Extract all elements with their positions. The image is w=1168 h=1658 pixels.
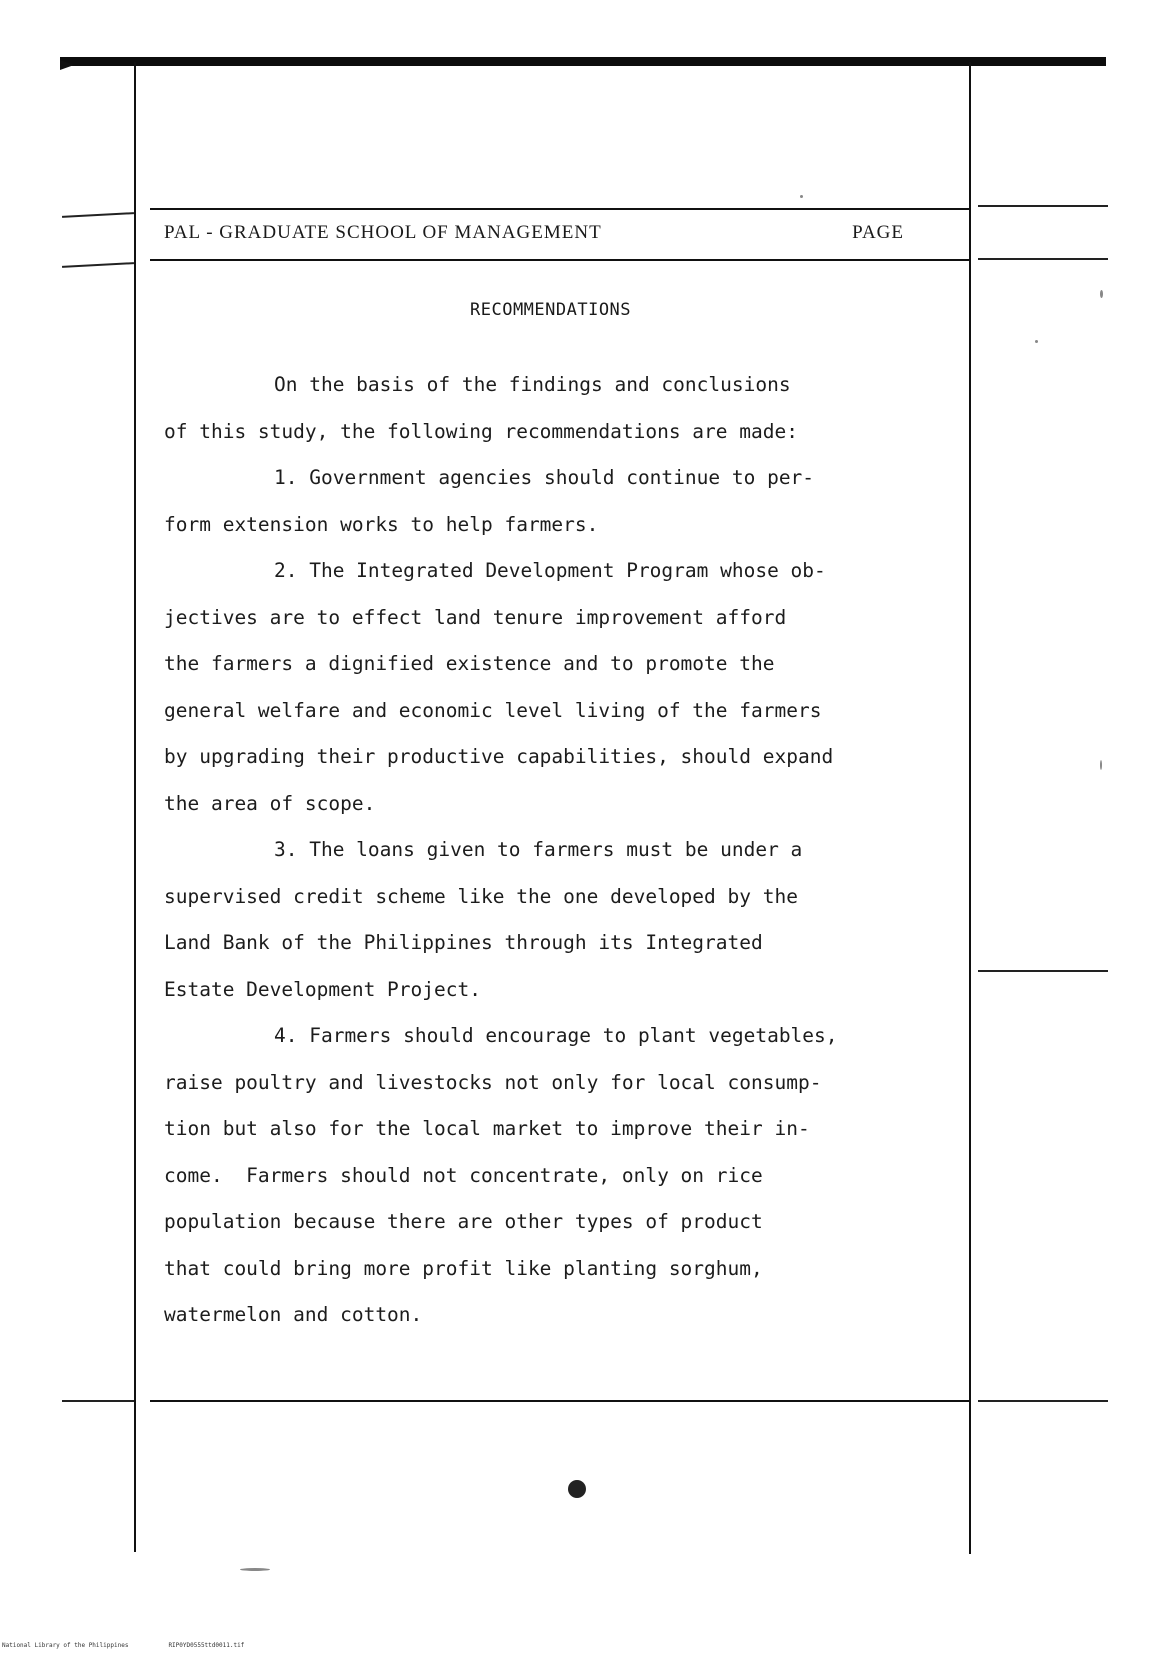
body-line: Estate Development Project. [164, 977, 481, 1001]
body-line: raise poultry and livestocks not only for local consump- [164, 1070, 822, 1094]
body-line: watermelon and cotton. [164, 1303, 423, 1326]
scan-speck [1100, 290, 1103, 298]
left-edge-rule [62, 212, 134, 218]
body-line: come. Farmers should not concentrate, only on rice [164, 1163, 763, 1187]
right-edge-rule [978, 205, 1108, 207]
body-line: 4. Farmers should encourage to plant vegetables, [274, 1024, 838, 1047]
body-line: jectives are to effect land tenure improvement afford [164, 605, 787, 629]
right-edge-rule [978, 970, 1108, 972]
body-line: supervised credit scheme like the one developed by the [164, 884, 798, 908]
file-identifier: RIP0YD0555ttd0011.tif [168, 1642, 245, 1649]
corner-mark [60, 60, 74, 70]
left-edge-rule [62, 1400, 134, 1402]
body-line: form extension works to help farmers. [164, 512, 599, 536]
top-border-bar [60, 57, 1106, 66]
section-title: RECOMMENDATIONS [470, 300, 632, 320]
body-line: 1. Government agencies should continue to per- [274, 466, 815, 489]
scan-speck [800, 195, 803, 198]
punch-hole-mark [568, 1480, 586, 1498]
body-line: the area of scope. [164, 791, 376, 815]
body-line: 3. The loans given to farmers must be under a [274, 838, 803, 861]
right-edge-rule [978, 1400, 1108, 1402]
body-line: tion but also for the local market to improve their in- [164, 1117, 810, 1140]
footer-rule [150, 1400, 970, 1402]
library-credit: National Library of the Philippines [2, 1642, 129, 1649]
scan-speck [1035, 340, 1038, 343]
body-line: by upgrading their productive capabilities, should expand [164, 745, 834, 768]
body-line: 2. The Integrated Development Program whose ob- [274, 559, 826, 582]
left-edge-rule [62, 262, 134, 268]
body-line: population because there are other types of product [164, 1210, 763, 1233]
body-line: general welfare and economic level living of the farmers [164, 698, 822, 722]
left-margin-line [134, 62, 136, 1552]
body-line: On the basis of the findings and conclusions [274, 373, 791, 396]
recommendations-body [164, 362, 984, 1339]
scan-speck [1100, 760, 1102, 770]
header-top-rule [150, 208, 970, 210]
body-line: the farmers a dignified existence and to promote the [164, 652, 775, 675]
scan-speck [240, 1568, 270, 1571]
body-line: of this study, the following recommendations are made: [164, 419, 798, 443]
right-edge-rule [978, 258, 1108, 260]
page-header [164, 222, 904, 244]
body-line: Land Bank of the Philippines through its Integrated [164, 931, 763, 954]
institution-name: PAL - GRADUATE SCHOOL OF MANAGEMENT [164, 222, 602, 243]
body-line: that could bring more profit like planting sorghum, [164, 1256, 763, 1280]
scan-footer [2, 1642, 244, 1649]
header-bottom-rule [150, 259, 970, 261]
page-label: PAGE [852, 222, 904, 243]
